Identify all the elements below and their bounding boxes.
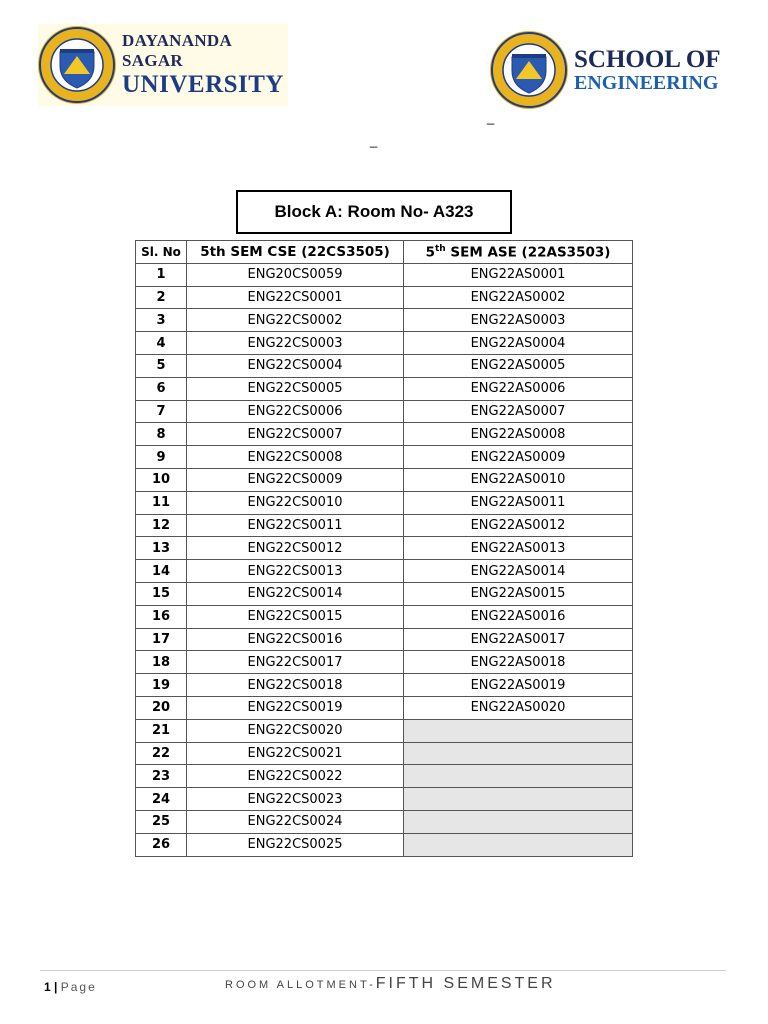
sl-cell: 15	[136, 582, 187, 605]
cse-usn-cell: ENG20CS0059	[187, 263, 404, 286]
header-sl-no: Sl. No	[136, 241, 187, 264]
ase-usn-cell: ENG22AS0015	[404, 582, 633, 605]
ase-usn-cell: ENG22AS0013	[404, 537, 633, 560]
university-logo	[38, 24, 288, 106]
university-seal-icon	[38, 26, 116, 104]
cse-usn-cell: ENG22CS0016	[187, 628, 404, 651]
cse-usn-cell: ENG22CS0011	[187, 514, 404, 537]
sl-cell: 14	[136, 560, 187, 583]
ase-usn-cell: ENG22AS0006	[404, 377, 633, 400]
ase-usn-cell: ENG22AS0014	[404, 560, 633, 583]
sl-cell: 9	[136, 446, 187, 469]
cse-usn-cell: ENG22CS0007	[187, 423, 404, 446]
table-row	[136, 377, 633, 400]
sl-cell: 23	[136, 765, 187, 788]
cse-usn-cell: ENG22CS0021	[187, 742, 404, 765]
table-row	[136, 696, 633, 719]
page-separator: |	[50, 980, 61, 994]
school-line-1: SCHOOL OF	[574, 45, 721, 73]
sl-cell: 7	[136, 400, 187, 423]
table-row	[136, 537, 633, 560]
page-number: 1	[44, 980, 51, 994]
cse-usn-cell: ENG22CS0001	[187, 286, 404, 309]
cse-usn-cell: ENG22CS0020	[187, 719, 404, 742]
ase-usn-cell: ENG22AS0004	[404, 332, 633, 355]
page-label: Page	[60, 980, 97, 994]
sl-cell: 20	[136, 696, 187, 719]
header-ase	[404, 241, 633, 264]
cse-usn-cell: ENG22CS0018	[187, 674, 404, 697]
table-row	[136, 468, 633, 491]
sl-cell: 13	[136, 537, 187, 560]
cse-usn-cell: ENG22CS0022	[187, 765, 404, 788]
sl-cell: 19	[136, 674, 187, 697]
table-row	[136, 332, 633, 355]
sl-cell: 17	[136, 628, 187, 651]
table-row	[136, 765, 633, 788]
table-row	[136, 605, 633, 628]
sl-cell: 24	[136, 788, 187, 811]
cse-usn-cell: ENG22CS0004	[187, 354, 404, 377]
table-row	[136, 560, 633, 583]
ase-usn-cell: ENG22AS0003	[404, 309, 633, 332]
cse-usn-cell: ENG22CS0009	[187, 468, 404, 491]
header-ase-sup: th	[434, 243, 446, 254]
footer-title-prefix: ROOM ALLOTMENT-	[225, 979, 376, 991]
ase-usn-cell: ENG22AS0001	[404, 263, 633, 286]
school-line-2: ENGINEERING	[574, 71, 719, 94]
sl-cell: 3	[136, 309, 187, 332]
cse-usn-cell: ENG22CS0017	[187, 651, 404, 674]
ase-usn-cell	[404, 788, 633, 811]
sl-cell: 16	[136, 605, 187, 628]
table-row	[136, 491, 633, 514]
sl-cell: 10	[136, 468, 187, 491]
table-row	[136, 810, 633, 833]
logo-line-1: DAYANANDA SAGAR	[122, 31, 232, 70]
table-row	[136, 423, 633, 446]
cse-usn-cell: ENG22CS0002	[187, 309, 404, 332]
table-row	[136, 400, 633, 423]
table-row	[136, 354, 633, 377]
footer-page-number	[44, 980, 97, 994]
cse-usn-cell: ENG22CS0006	[187, 400, 404, 423]
ase-usn-cell: ENG22AS0018	[404, 651, 633, 674]
cse-usn-cell: ENG22CS0023	[187, 788, 404, 811]
sl-cell: 5	[136, 354, 187, 377]
table-row	[136, 446, 633, 469]
cse-usn-cell: ENG22CS0008	[187, 446, 404, 469]
ase-usn-cell: ENG22AS0011	[404, 491, 633, 514]
cse-usn-cell: ENG22CS0019	[187, 696, 404, 719]
footer-title	[225, 975, 556, 993]
table-row	[136, 514, 633, 537]
sl-cell: 18	[136, 651, 187, 674]
header-cse: 5th SEM CSE (22CS3505)	[187, 241, 404, 264]
cse-usn-cell: ENG22CS0014	[187, 582, 404, 605]
seating-table	[135, 240, 633, 857]
ase-usn-cell	[404, 719, 633, 742]
table-row	[136, 286, 633, 309]
sl-cell: 1	[136, 263, 187, 286]
cse-usn-cell: ENG22CS0013	[187, 560, 404, 583]
room-title: Block A: Room No- A323	[236, 190, 512, 234]
ase-usn-cell: ENG22AS0020	[404, 696, 633, 719]
cse-usn-cell: ENG22CS0003	[187, 332, 404, 355]
school-logo	[490, 30, 726, 110]
ase-usn-cell: ENG22AS0008	[404, 423, 633, 446]
table-row	[136, 788, 633, 811]
ase-usn-cell: ENG22AS0005	[404, 354, 633, 377]
table-row	[136, 309, 633, 332]
header-ase-rest: SEM ASE (22AS3503)	[445, 244, 611, 261]
ase-usn-cell: ENG22AS0002	[404, 286, 633, 309]
cse-usn-cell: ENG22CS0012	[187, 537, 404, 560]
sl-cell: 25	[136, 810, 187, 833]
header-dash: _	[487, 110, 495, 125]
cse-usn-cell: ENG22CS0024	[187, 810, 404, 833]
ase-usn-cell: ENG22AS0007	[404, 400, 633, 423]
ase-usn-cell: ENG22AS0009	[404, 446, 633, 469]
cse-usn-cell: ENG22CS0010	[187, 491, 404, 514]
table-row	[136, 651, 633, 674]
ase-usn-cell	[404, 742, 633, 765]
ase-usn-cell	[404, 810, 633, 833]
header-ase-num: 5	[425, 244, 435, 261]
ase-usn-cell	[404, 833, 633, 856]
sl-cell: 12	[136, 514, 187, 537]
footer-title-main: FIFTH SEMESTER	[375, 975, 556, 992]
ase-usn-cell	[404, 765, 633, 788]
sl-cell: 4	[136, 332, 187, 355]
cse-usn-cell: ENG22CS0015	[187, 605, 404, 628]
header-dash: _	[370, 133, 378, 148]
ase-usn-cell: ENG22AS0012	[404, 514, 633, 537]
table-row	[136, 719, 633, 742]
sl-cell: 6	[136, 377, 187, 400]
ase-usn-cell: ENG22AS0016	[404, 605, 633, 628]
table-row	[136, 582, 633, 605]
sl-cell: 11	[136, 491, 187, 514]
ase-usn-cell: ENG22AS0017	[404, 628, 633, 651]
table-row	[136, 742, 633, 765]
table-row	[136, 674, 633, 697]
sl-cell: 21	[136, 719, 187, 742]
sl-cell: 26	[136, 833, 187, 856]
table-row	[136, 628, 633, 651]
logo-line-2: UNIVERSITY	[122, 71, 284, 98]
table-row	[136, 263, 633, 286]
sl-cell: 22	[136, 742, 187, 765]
cse-usn-cell: ENG22CS0005	[187, 377, 404, 400]
footer-divider	[40, 970, 726, 971]
sl-cell: 8	[136, 423, 187, 446]
cse-usn-cell: ENG22CS0025	[187, 833, 404, 856]
school-seal-icon	[490, 31, 568, 109]
table-row	[136, 833, 633, 856]
table-header-row	[136, 241, 633, 264]
ase-usn-cell: ENG22AS0010	[404, 468, 633, 491]
ase-usn-cell: ENG22AS0019	[404, 674, 633, 697]
sl-cell: 2	[136, 286, 187, 309]
